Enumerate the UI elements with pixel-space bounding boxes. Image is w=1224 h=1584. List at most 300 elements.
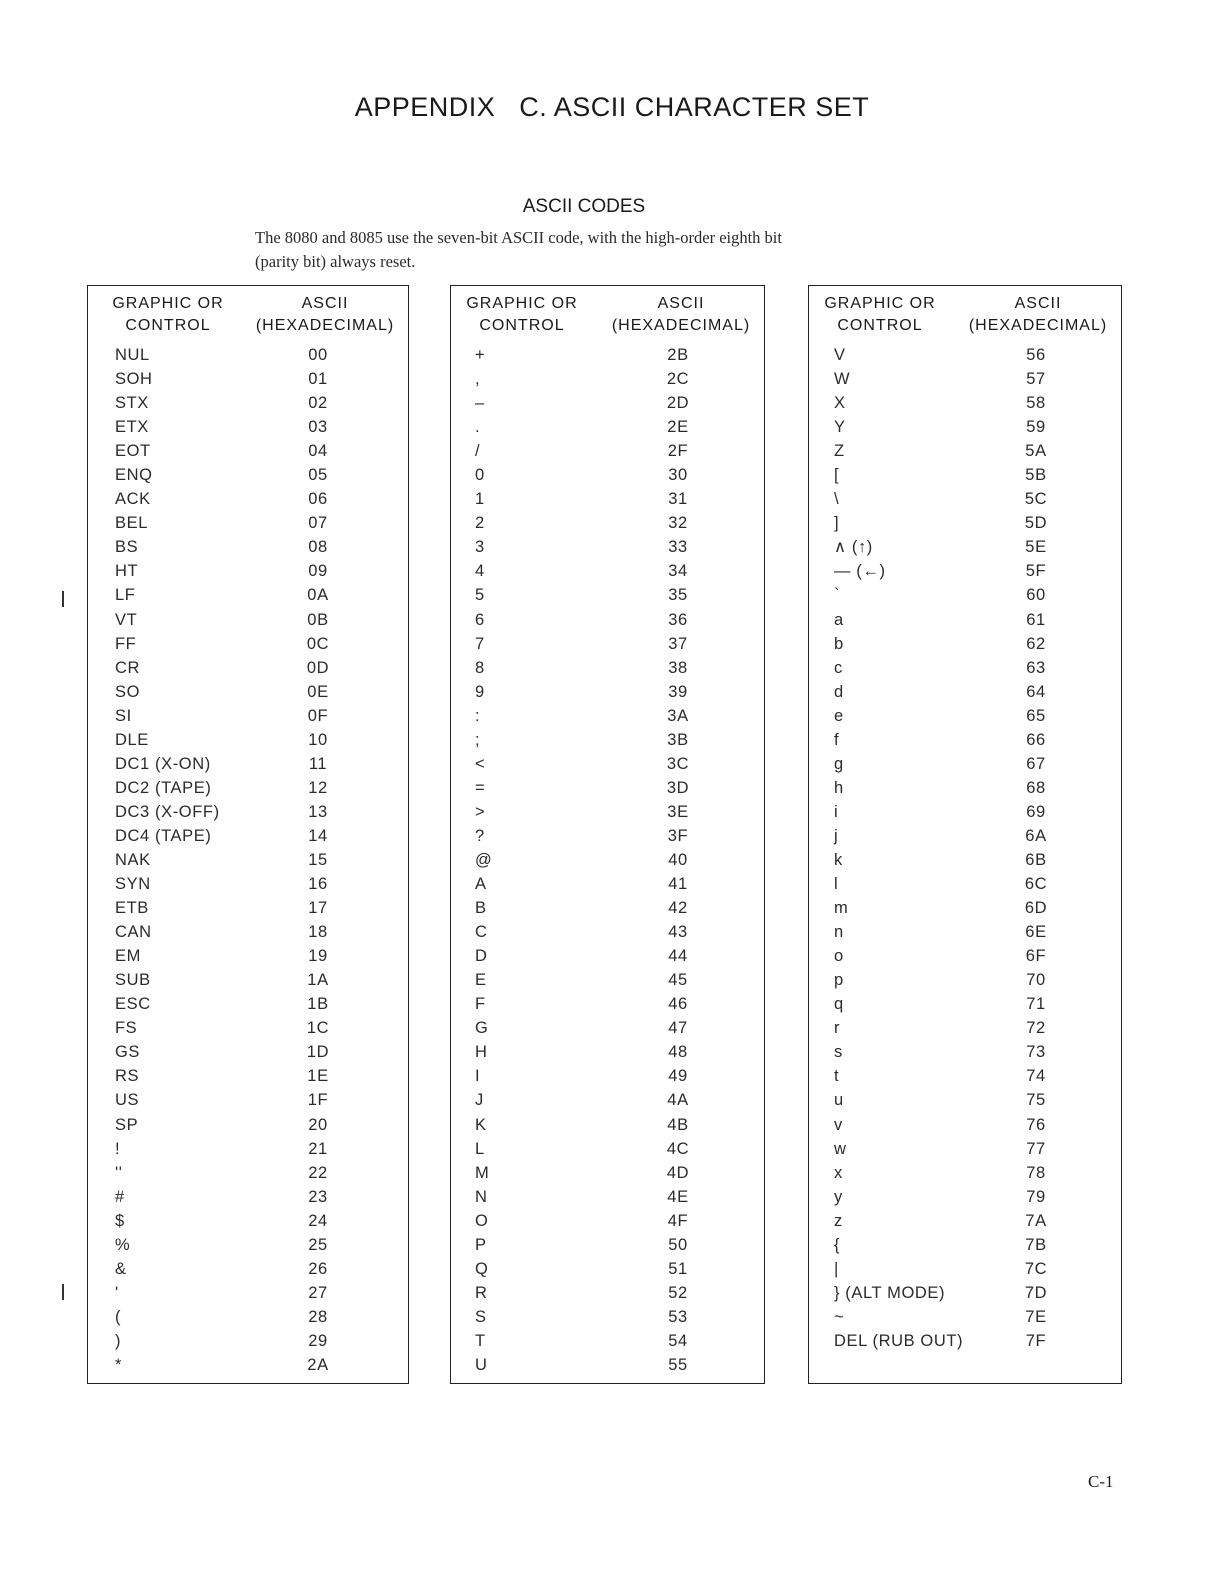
hex-code: 35 <box>668 586 688 605</box>
character-symbol: SUB <box>115 971 151 990</box>
hex-code: 7F <box>1025 1331 1047 1350</box>
hex-code: 25 <box>308 1235 328 1254</box>
character-symbol: z <box>834 1211 843 1230</box>
table-row <box>88 511 408 535</box>
header-line: GRAPHIC OR <box>824 295 936 312</box>
header-line: ASCII <box>301 295 349 312</box>
table-row <box>451 1064 764 1088</box>
hex-code: 63 <box>1026 658 1046 677</box>
character-symbol: V <box>834 346 846 364</box>
character-symbol: FS <box>115 1019 138 1038</box>
table-row <box>809 487 1121 511</box>
table-row <box>88 656 408 680</box>
character-symbol: w <box>834 1139 847 1158</box>
table-row <box>451 824 764 848</box>
table-row <box>809 1161 1121 1185</box>
character-symbol: > <box>475 802 486 821</box>
hex-code: 1E <box>307 1067 329 1086</box>
character-symbol: ETB <box>115 899 149 918</box>
character-symbol: '' <box>115 1163 123 1182</box>
character-symbol: = <box>475 778 486 797</box>
character-symbol: u <box>834 1091 844 1110</box>
character-symbol: W <box>834 370 851 389</box>
character-symbol: X <box>834 394 846 413</box>
character-symbol: . <box>475 418 481 437</box>
character-symbol: * <box>115 1355 123 1374</box>
character-symbol: c <box>834 658 843 677</box>
hex-code: 74 <box>1026 1067 1046 1086</box>
character-symbol: I <box>475 1067 481 1086</box>
hex-code: 72 <box>1026 1019 1046 1038</box>
header-line: CONTROL <box>125 317 211 334</box>
table-row <box>451 944 764 968</box>
hex-code: 06 <box>308 490 328 509</box>
table-row <box>809 1305 1121 1329</box>
hex-code: 5F <box>1025 562 1047 581</box>
character-symbol: 5 <box>475 586 485 605</box>
hex-code: 5B <box>1025 466 1047 485</box>
table-row <box>809 415 1121 439</box>
hex-code: 56 <box>1026 346 1046 364</box>
hex-code: 1A <box>307 971 329 990</box>
hex-code: 1F <box>307 1091 329 1110</box>
character-symbol: q <box>834 995 844 1014</box>
hex-code: 04 <box>308 442 328 461</box>
character-symbol: H <box>475 1043 488 1062</box>
table-row <box>809 1016 1121 1040</box>
table-row <box>809 439 1121 463</box>
hex-code: 77 <box>1026 1139 1046 1158</box>
character-symbol: x <box>834 1163 843 1182</box>
character-symbol: BEL <box>115 514 148 533</box>
hex-code: 7A <box>1025 1211 1047 1230</box>
character-symbol: SP <box>115 1115 139 1134</box>
character-symbol: e <box>834 706 844 725</box>
character-symbol: \ <box>834 490 840 509</box>
hex-code: 7B <box>1025 1235 1047 1254</box>
hex-code: 59 <box>1026 418 1046 437</box>
table-row <box>809 896 1121 920</box>
hex-code: 6D <box>1024 899 1048 918</box>
character-symbol: l <box>834 875 839 894</box>
character-symbol: , <box>475 370 481 389</box>
hex-code: 60 <box>1026 586 1046 605</box>
table-body <box>88 343 408 1377</box>
table-row <box>451 992 764 1016</box>
character-symbol: / <box>475 442 481 461</box>
character-symbol: ; <box>475 730 481 749</box>
table-row <box>451 608 764 632</box>
hex-code: 75 <box>1026 1091 1046 1110</box>
hex-code: 11 <box>308 754 328 773</box>
hex-code: 08 <box>308 538 328 557</box>
table-row <box>88 1016 408 1040</box>
hex-code: 55 <box>668 1355 688 1374</box>
character-symbol: LF <box>115 586 136 605</box>
character-symbol: Q <box>475 1259 489 1278</box>
hex-code: 0D <box>306 658 330 677</box>
table-row <box>451 848 764 872</box>
character-symbol: NAK <box>115 850 151 869</box>
hex-code: 79 <box>1026 1187 1046 1206</box>
change-bar <box>62 591 64 607</box>
table-row <box>88 1185 408 1209</box>
header-line: ASCII <box>1014 295 1062 312</box>
hex-code: 3A <box>667 706 689 725</box>
table-row <box>88 415 408 439</box>
character-symbol: i <box>834 802 839 821</box>
hex-code: 7C <box>1024 1259 1048 1278</box>
table-row <box>451 776 764 800</box>
hex-code: 2A <box>307 1355 329 1374</box>
header-line: (HEXADECIMAL) <box>611 317 751 334</box>
table-row <box>88 776 408 800</box>
hex-code: 48 <box>668 1043 688 1062</box>
table-row <box>88 439 408 463</box>
character-symbol: NUL <box>115 346 150 364</box>
hex-code: 71 <box>1026 995 1046 1014</box>
character-symbol: DEL (RUB OUT) <box>834 1331 964 1350</box>
table-row <box>88 463 408 487</box>
character-symbol: VT <box>115 610 138 629</box>
character-symbol: 7 <box>475 634 485 653</box>
table-row <box>88 1305 408 1329</box>
character-symbol: 9 <box>475 682 485 701</box>
hex-code: 10 <box>308 730 328 749</box>
table-row <box>451 1185 764 1209</box>
table-row <box>88 944 408 968</box>
header-line: GRAPHIC OR <box>112 295 224 312</box>
hex-code: 40 <box>668 850 688 869</box>
hex-code: 2E <box>667 418 689 437</box>
character-symbol: FF <box>115 634 137 653</box>
character-symbol: # <box>115 1187 125 1206</box>
table-row <box>451 800 764 824</box>
table-row <box>451 1137 764 1161</box>
hex-code: 7D <box>1024 1283 1048 1302</box>
header-line: (HEXADECIMAL) <box>255 317 395 334</box>
character-symbol: Y <box>834 418 846 437</box>
character-symbol: EM <box>115 947 141 966</box>
hex-code: 6A <box>1025 826 1047 845</box>
table-row <box>88 583 408 607</box>
hex-code: 36 <box>668 610 688 629</box>
table-row <box>809 343 1121 367</box>
table-row <box>88 704 408 728</box>
table-row <box>809 367 1121 391</box>
table-row <box>451 752 764 776</box>
hex-code: 3F <box>667 826 689 845</box>
table-row <box>88 824 408 848</box>
hex-code: 37 <box>668 634 688 653</box>
character-symbol: SO <box>115 682 141 701</box>
table-row <box>451 1233 764 1257</box>
ascii-table-2 <box>450 285 765 1384</box>
hex-code: 44 <box>668 947 688 966</box>
table-row <box>88 680 408 704</box>
table-row <box>451 415 764 439</box>
table-row <box>451 896 764 920</box>
character-symbol: % <box>115 1235 131 1254</box>
character-symbol: ∧ (↑) <box>834 538 873 557</box>
hex-code: 4E <box>667 1187 689 1206</box>
table-row <box>451 1305 764 1329</box>
character-symbol: SI <box>115 706 132 725</box>
table-row <box>451 680 764 704</box>
table-row <box>809 559 1121 583</box>
character-symbol: | <box>834 1259 839 1278</box>
header-line: CONTROL <box>837 317 923 334</box>
table-row <box>451 367 764 391</box>
hex-code: 5A <box>1025 442 1047 461</box>
character-symbol: S <box>475 1307 487 1326</box>
table-row <box>809 535 1121 559</box>
hex-code: 13 <box>308 802 328 821</box>
table-row <box>451 583 764 607</box>
character-symbol: ' <box>115 1283 119 1302</box>
character-symbol: CR <box>115 658 141 677</box>
table-row <box>451 1281 764 1305</box>
character-symbol: DLE <box>115 730 149 749</box>
character-symbol: k <box>834 850 843 869</box>
graphic-or-control-header <box>815 293 945 337</box>
table-row <box>451 920 764 944</box>
graphic-or-control-header <box>457 293 587 337</box>
hex-code: 29 <box>308 1331 328 1350</box>
table-row <box>451 872 764 896</box>
character-symbol: 3 <box>475 538 485 557</box>
hex-code: 14 <box>308 826 328 845</box>
character-symbol: 4 <box>475 562 485 581</box>
character-symbol: SOH <box>115 370 153 389</box>
character-symbol: y <box>834 1187 843 1206</box>
hex-code: 0E <box>307 682 329 701</box>
character-symbol: $ <box>115 1211 125 1230</box>
character-symbol: h <box>834 778 844 797</box>
hex-code: 09 <box>308 562 328 581</box>
character-symbol: — (←) <box>834 562 886 581</box>
hex-code: 38 <box>668 658 688 677</box>
character-symbol: N <box>475 1187 488 1206</box>
hex-code: 01 <box>308 370 328 389</box>
header-line: (HEXADECIMAL) <box>968 317 1108 334</box>
character-symbol: ESC <box>115 995 151 1014</box>
character-symbol: CAN <box>115 923 152 942</box>
table-body <box>809 343 1121 1353</box>
hex-code: 03 <box>308 418 328 437</box>
character-symbol: f <box>834 730 840 749</box>
hex-code: 0C <box>306 634 330 653</box>
hex-code: 18 <box>308 923 328 942</box>
hex-code: 33 <box>668 538 688 557</box>
character-symbol: Z <box>834 442 845 461</box>
character-symbol: } (ALT MODE) <box>834 1283 946 1302</box>
hex-code: 30 <box>668 466 688 485</box>
hex-code: 43 <box>668 923 688 942</box>
character-symbol: B <box>475 899 487 918</box>
hex-code: 42 <box>668 899 688 918</box>
hex-code: 15 <box>308 850 328 869</box>
hex-code: 4B <box>667 1115 689 1134</box>
table-row <box>809 848 1121 872</box>
hex-code: 0B <box>307 610 329 629</box>
table-row <box>88 1281 408 1305</box>
hex-code: 4D <box>666 1163 690 1182</box>
character-symbol: DC4 (TAPE) <box>115 826 212 845</box>
table-row <box>88 752 408 776</box>
character-symbol: v <box>834 1115 843 1134</box>
character-symbol: ~ <box>834 1307 845 1326</box>
hex-code: 70 <box>1026 971 1046 990</box>
table-row <box>809 1209 1121 1233</box>
table-row <box>809 968 1121 992</box>
hex-code: 24 <box>308 1211 328 1230</box>
character-symbol: ENQ <box>115 466 153 485</box>
table-row <box>809 776 1121 800</box>
character-symbol: RS <box>115 1067 140 1086</box>
hex-code: 39 <box>668 682 688 701</box>
hex-code: 46 <box>668 995 688 1014</box>
character-symbol: C <box>475 923 488 942</box>
hex-code: 64 <box>1026 682 1046 701</box>
table-row <box>451 439 764 463</box>
table-row <box>809 1064 1121 1088</box>
character-symbol: STX <box>115 394 149 413</box>
character-symbol: ACK <box>115 490 151 509</box>
table-row <box>88 391 408 415</box>
header-line: ASCII <box>657 295 705 312</box>
table-row <box>809 632 1121 656</box>
hex-code: 76 <box>1026 1115 1046 1134</box>
table-row <box>809 872 1121 896</box>
table-row <box>88 1040 408 1064</box>
table-row <box>809 1040 1121 1064</box>
table-row <box>88 920 408 944</box>
ascii-table-3 <box>808 285 1122 1384</box>
character-symbol: M <box>475 1163 490 1182</box>
character-symbol: BS <box>115 538 139 557</box>
table-row <box>88 632 408 656</box>
header-line: GRAPHIC OR <box>466 295 578 312</box>
table-row <box>809 680 1121 704</box>
table-row <box>451 1353 764 1377</box>
character-symbol: DC2 (TAPE) <box>115 778 212 797</box>
character-symbol: 0 <box>475 466 485 485</box>
hex-code: 3E <box>667 802 689 821</box>
character-symbol: g <box>834 754 844 773</box>
table-row <box>809 1281 1121 1305</box>
graphic-or-control-header <box>97 293 239 337</box>
hex-code: 73 <box>1026 1043 1046 1062</box>
table-row <box>88 1209 408 1233</box>
table-row <box>451 1161 764 1185</box>
table-row <box>451 1209 764 1233</box>
hex-code: 3C <box>666 754 690 773</box>
character-symbol: D <box>475 947 488 966</box>
hex-code: 2C <box>666 370 690 389</box>
character-symbol: EOT <box>115 442 151 461</box>
table-row <box>809 608 1121 632</box>
hex-code: 05 <box>308 466 328 485</box>
hex-code: 12 <box>308 778 328 797</box>
hex-code: 5D <box>1024 514 1048 533</box>
hex-code: 4A <box>667 1091 689 1110</box>
hex-code: 47 <box>668 1019 688 1038</box>
table-row <box>88 728 408 752</box>
character-symbol: DC3 (X-OFF) <box>115 802 220 821</box>
table-row <box>809 944 1121 968</box>
hex-code: 6C <box>1024 875 1048 894</box>
hex-code: 68 <box>1026 778 1046 797</box>
character-symbol: s <box>834 1043 843 1062</box>
hex-code: 1C <box>306 1019 330 1038</box>
character-symbol: 6 <box>475 610 485 629</box>
hex-code: 02 <box>308 394 328 413</box>
table-row <box>451 968 764 992</box>
hex-code: 23 <box>308 1187 328 1206</box>
hex-code: 50 <box>668 1235 688 1254</box>
table-row <box>809 752 1121 776</box>
table-row <box>88 992 408 1016</box>
table-row <box>88 896 408 920</box>
character-symbol: ` <box>834 586 841 605</box>
table-row <box>451 559 764 583</box>
hex-code: 17 <box>308 899 328 918</box>
hex-code: 32 <box>668 514 688 533</box>
hex-code: 0A <box>307 586 329 605</box>
table-row <box>451 1329 764 1353</box>
hex-code: 3D <box>666 778 690 797</box>
table-row <box>809 1088 1121 1112</box>
intro-line-2: (parity bit) always reset. <box>255 252 416 271</box>
character-symbol: T <box>475 1331 486 1350</box>
character-symbol: HT <box>115 562 139 581</box>
character-symbol: A <box>475 875 487 894</box>
table-row <box>451 463 764 487</box>
table-body <box>451 343 764 1377</box>
table-row <box>809 656 1121 680</box>
table-row <box>88 1329 408 1353</box>
hex-code: 2D <box>666 394 690 413</box>
character-symbol: { <box>834 1235 841 1254</box>
character-symbol: G <box>475 1019 489 1038</box>
hex-code: 4F <box>667 1211 689 1230</box>
table-row <box>88 535 408 559</box>
hex-code: 69 <box>1026 802 1046 821</box>
section-heading: ASCII CODES <box>522 196 646 217</box>
character-symbol: GS <box>115 1043 141 1062</box>
table-row <box>451 391 764 415</box>
hex-code: 66 <box>1026 730 1046 749</box>
table-row <box>809 1113 1121 1137</box>
table-row <box>451 535 764 559</box>
header-line: CONTROL <box>479 317 565 334</box>
character-symbol: E <box>475 971 487 990</box>
table-row <box>809 391 1121 415</box>
hex-code: 61 <box>1026 610 1046 629</box>
character-symbol: o <box>834 947 844 966</box>
hex-code: 07 <box>308 514 328 533</box>
character-symbol: 1 <box>475 490 485 509</box>
hex-code: 2F <box>667 442 689 461</box>
character-symbol: t <box>834 1067 840 1086</box>
table-row <box>809 1329 1121 1353</box>
hex-code: 4C <box>666 1139 690 1158</box>
table-row <box>88 872 408 896</box>
hex-code: 6E <box>1025 923 1047 942</box>
table-row <box>88 1353 408 1377</box>
hex-code: 62 <box>1026 634 1046 653</box>
